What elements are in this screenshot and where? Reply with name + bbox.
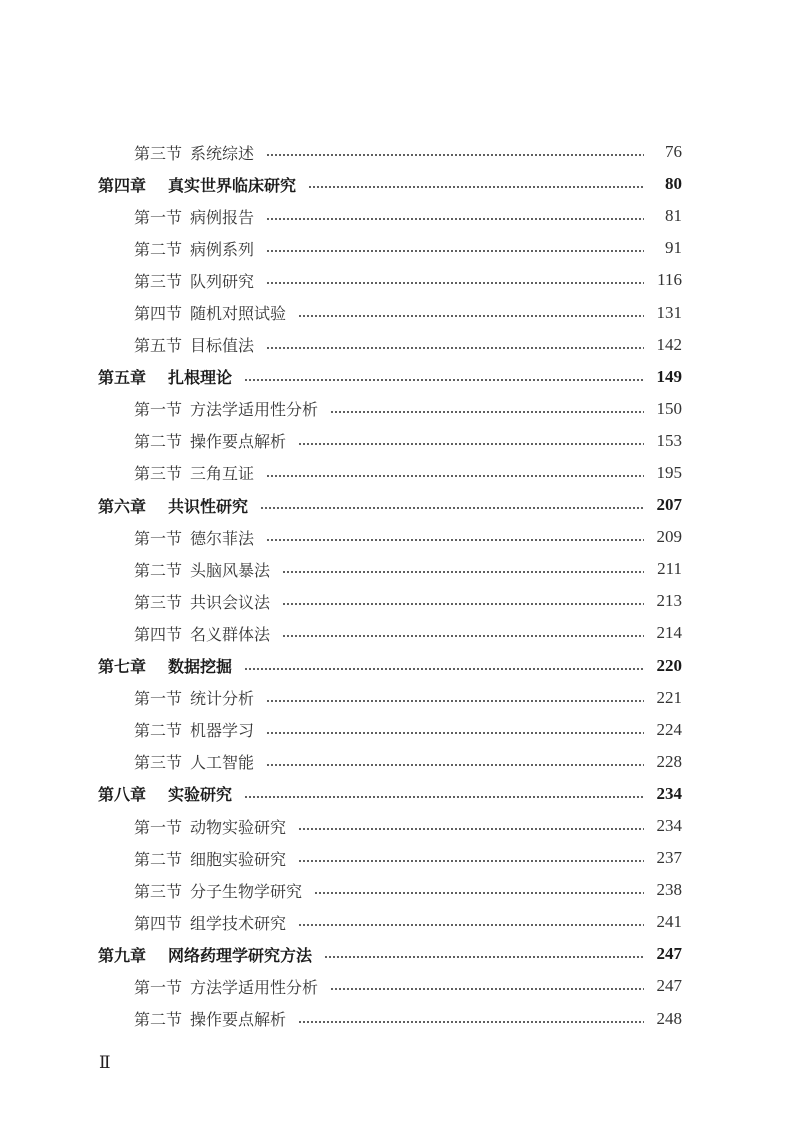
entry-number: 第二节: [134, 239, 183, 259]
dot-leader: [298, 1021, 644, 1023]
entry-number: 第一节: [134, 400, 183, 420]
entry-title: 操作要点解析: [190, 432, 287, 452]
entry-page: 150: [656, 398, 682, 418]
entry-title: 分子生物学研究: [190, 881, 303, 901]
entry-number: 第九章: [98, 945, 147, 965]
entry-title: 网络药理学研究方法: [168, 945, 313, 965]
dot-leader: [266, 539, 644, 541]
dot-leader: [298, 443, 644, 445]
dot-leader: [266, 732, 644, 734]
toc-entry-section[interactable]: [98, 874, 682, 906]
entry-number: 第三节: [134, 881, 183, 901]
dot-leader: [298, 924, 644, 926]
toc-entry-section[interactable]: [98, 906, 682, 938]
entry-number: 第三节: [134, 143, 183, 163]
entry-title: 扎根理论: [168, 368, 233, 388]
entry-page: 214: [656, 623, 682, 643]
entry-title: 目标值法: [190, 336, 255, 356]
entry-number: 第二节: [134, 1010, 183, 1030]
entry-title: 方法学适用性分析: [190, 977, 319, 997]
dot-leader: [266, 282, 644, 284]
entry-page: 247: [656, 976, 682, 996]
entry-number: 第三节: [134, 464, 183, 484]
dot-leader: [266, 250, 644, 252]
entry-number: 第五节: [134, 336, 183, 356]
entry-page: 237: [656, 848, 682, 868]
dot-leader: [266, 700, 644, 702]
entry-number: 第六章: [98, 496, 147, 516]
toc-entry-section[interactable]: [98, 617, 682, 649]
toc-entry-chapter[interactable]: [98, 778, 682, 810]
toc-entry-section[interactable]: [98, 425, 682, 457]
toc-entry-section[interactable]: [98, 746, 682, 778]
entry-title: 共识会议法: [190, 592, 271, 612]
entry-page: 241: [656, 912, 682, 932]
toc-entry-chapter[interactable]: [98, 489, 682, 521]
entry-title: 真实世界临床研究: [168, 175, 297, 195]
entry-page: 234: [656, 783, 682, 803]
entry-page: 76: [665, 142, 682, 162]
toc-entry-section[interactable]: [98, 329, 682, 361]
entry-number: 第五章: [98, 368, 147, 388]
entry-title: 动物实验研究: [190, 817, 287, 837]
entry-title: 组学技术研究: [190, 913, 287, 933]
entry-title: 病例报告: [190, 207, 255, 227]
entry-page: 224: [656, 719, 682, 739]
entry-title: 实验研究: [168, 785, 233, 805]
dot-leader: [330, 988, 644, 990]
entry-page: 149: [656, 366, 682, 386]
toc-entry-chapter[interactable]: [98, 361, 682, 393]
entry-page: 81: [665, 206, 682, 226]
entry-title: 共识性研究: [168, 496, 249, 516]
dot-leader: [266, 154, 644, 156]
toc-entry-section[interactable]: [98, 714, 682, 746]
entry-number: 第一节: [134, 689, 183, 709]
toc-entry-section[interactable]: [98, 200, 682, 232]
toc-entry-chapter[interactable]: [98, 168, 682, 200]
entry-title: 机器学习: [190, 721, 255, 741]
toc-entry-section[interactable]: [98, 585, 682, 617]
entry-page: 131: [656, 302, 682, 322]
dot-leader: [298, 860, 644, 862]
dot-leader: [330, 411, 644, 413]
entry-page: 220: [656, 655, 682, 675]
toc-entry-chapter[interactable]: [98, 938, 682, 970]
dot-leader: [324, 956, 644, 958]
entry-title: 数据挖掘: [168, 657, 233, 677]
entry-page: 228: [656, 751, 682, 771]
entry-page: 195: [656, 462, 682, 482]
toc-entry-chapter[interactable]: [98, 650, 682, 682]
entry-page: 142: [656, 334, 682, 354]
entry-number: 第二节: [134, 560, 183, 580]
entry-page: 153: [656, 430, 682, 450]
entry-title: 统计分析: [190, 689, 255, 709]
entry-title: 名义群体法: [190, 624, 271, 644]
toc-entry-section[interactable]: [98, 264, 682, 296]
dot-leader: [266, 218, 644, 220]
entry-number: 第一节: [134, 817, 183, 837]
entry-title: 人工智能: [190, 753, 255, 773]
entry-number: 第四节: [134, 913, 183, 933]
entry-title: 操作要点解析: [190, 1010, 287, 1030]
entry-page: 91: [665, 238, 682, 258]
entry-number: 第四章: [98, 175, 147, 195]
entry-number: 第四节: [134, 624, 183, 644]
entry-title: 头脑风暴法: [190, 560, 271, 580]
dot-leader: [282, 603, 644, 605]
entry-number: 第一节: [134, 528, 183, 548]
toc-entry-section[interactable]: [98, 1003, 682, 1035]
toc-entry-section[interactable]: [98, 553, 682, 585]
entry-number: 第二节: [134, 849, 183, 869]
entry-page: 247: [656, 944, 682, 964]
entry-number: 第三节: [134, 753, 183, 773]
entry-number: 第八章: [98, 785, 147, 805]
toc-entry-section[interactable]: [98, 136, 682, 168]
entry-page: 207: [656, 495, 682, 515]
entry-title: 系统综述: [190, 143, 255, 163]
dot-leader: [282, 635, 644, 637]
entry-page: 221: [656, 687, 682, 707]
toc-entry-section[interactable]: [98, 682, 682, 714]
entry-title: 三角互证: [190, 464, 255, 484]
table-of-contents: [98, 136, 682, 1035]
toc-entry-section[interactable]: [98, 457, 682, 489]
dot-leader: [314, 892, 644, 894]
entry-page: 248: [656, 1008, 682, 1028]
dot-leader: [244, 379, 644, 381]
page-number-folio: Ⅱ: [99, 1053, 111, 1072]
dot-leader: [266, 764, 644, 766]
dot-leader: [308, 186, 644, 188]
dot-leader: [266, 347, 644, 349]
entry-number: 第二节: [134, 721, 183, 741]
entry-page: 234: [656, 816, 682, 836]
entry-number: 第四节: [134, 304, 183, 324]
entry-number: 第一节: [134, 977, 183, 997]
entry-title: 病例系列: [190, 239, 255, 259]
entry-page: 211: [657, 559, 682, 579]
entry-number: 第二节: [134, 432, 183, 452]
entry-number: 第三节: [134, 592, 183, 612]
entry-page: 209: [656, 527, 682, 547]
dot-leader: [298, 315, 644, 317]
toc-entry-section[interactable]: [98, 232, 682, 264]
dot-leader: [282, 571, 644, 573]
entry-page: 213: [656, 591, 682, 611]
dot-leader: [244, 796, 644, 798]
entry-number: 第一节: [134, 207, 183, 227]
entry-title: 方法学适用性分析: [190, 400, 319, 420]
toc-entry-section[interactable]: [98, 970, 682, 1002]
entry-title: 细胞实验研究: [190, 849, 287, 869]
entry-title: 随机对照试验: [190, 304, 287, 324]
entry-number: 第三节: [134, 271, 183, 291]
dot-leader: [266, 475, 644, 477]
entry-page: 80: [665, 174, 682, 194]
dot-leader: [260, 507, 644, 509]
dot-leader: [244, 668, 644, 670]
toc-entry-section[interactable]: [98, 521, 682, 553]
dot-leader: [298, 828, 644, 830]
toc-entry-section[interactable]: [98, 842, 682, 874]
entry-title: 队列研究: [190, 271, 255, 291]
entry-title: 德尔菲法: [190, 528, 255, 548]
entry-page: 238: [656, 880, 682, 900]
entry-page: 116: [657, 270, 682, 290]
toc-entry-section[interactable]: [98, 393, 682, 425]
toc-entry-section[interactable]: [98, 296, 682, 328]
toc-entry-section[interactable]: [98, 810, 682, 842]
entry-number: 第七章: [98, 657, 147, 677]
